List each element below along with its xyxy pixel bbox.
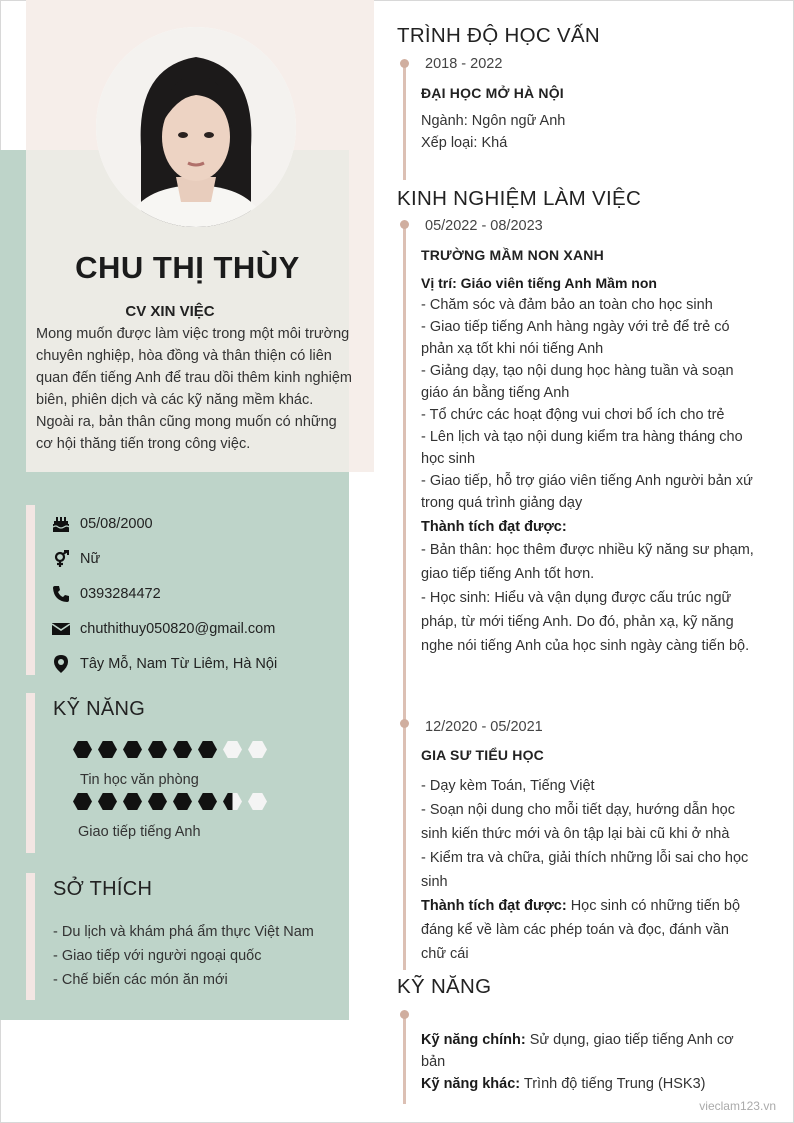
- job2-details: [421, 744, 756, 966]
- location-pin-icon: [50, 653, 72, 675]
- job1-date: 05/2022 - 08/2023: [425, 218, 543, 234]
- contact-phone: [50, 576, 345, 611]
- contact-address: [50, 646, 345, 681]
- career-objective: Mong muốn được làm việc trong một môi trường chuyên nghiệp, hòa đồng và thân thiện có liên quan đến tiếng Anh để trau dồi thêm kinh nghiệm biên, phiên dịch và các kỹ năng mềm khác. Ngoài ra, bản thân cũng mong muốn có những cơ hội thăng tiến trong công việc.: [36, 326, 353, 452]
- education-title: TRÌNH ĐỘ HỌC VẤN: [397, 24, 600, 47]
- contact-accent-bar: [26, 505, 35, 675]
- rating-hex-filled: [73, 741, 92, 758]
- rating-hex-half: [223, 793, 242, 810]
- rating-hex-filled: [98, 741, 117, 758]
- rating-hex-empty: [248, 793, 267, 810]
- rating-hex-filled: [98, 793, 117, 810]
- gender-icon: [50, 548, 72, 570]
- skills-timeline-line: [403, 1012, 406, 1104]
- rating-hex-filled: [173, 793, 192, 810]
- experience-title: KINH NGHIỆM LÀM VIỆC: [397, 187, 642, 210]
- job1-achievement: - Học sinh: Hiểu và vận dụng được cấu trúc ngữ pháp, từ mới tiếng Anh. Do đó, phản xạ, kỹ năng nghe nói tiếng Anh của học sinh ngày càng tiến bộ.: [421, 590, 750, 654]
- job1-position: Vị trí: Giáo viên tiếng Anh Mầm non: [421, 275, 657, 291]
- rating-hex-filled: [148, 741, 167, 758]
- birthday-cake-icon: [50, 513, 72, 535]
- experience-timeline-dot: [400, 220, 409, 229]
- job1-achievement: - Bản thân: học thêm được nhiều kỹ năng sư phạm, giao tiếp tiếng Anh tốt hơn.: [421, 542, 754, 582]
- birthday-value: 05/08/2000: [80, 515, 153, 532]
- rating-hex-filled: [123, 741, 142, 758]
- left-skills-title: KỸ NĂNG: [53, 698, 146, 720]
- right-skills-title: KỸ NĂNG: [397, 975, 492, 998]
- hobbies-list: [53, 920, 314, 992]
- job1-duty: - Chăm sóc và đảm bảo an toàn cho học sinh: [421, 297, 713, 313]
- job1-achievement-label: Thành tích đạt được:: [421, 519, 567, 535]
- job1-duty: - Giao tiếp tiếng Anh hàng ngày với trẻ để trẻ có phản xạ tốt khi nói tiếng Anh: [421, 319, 730, 357]
- education-timeline-dot: [400, 59, 409, 68]
- rating-hex-empty: [248, 741, 267, 758]
- education-grade: Xếp loại: Khá: [421, 135, 508, 151]
- email-value: chuthithuy050820@gmail.com: [80, 620, 276, 637]
- job2-duty: - Soạn nội dung cho mỗi tiết dạy, hướng dẫn học sinh kiến thức mới và ôn tập lại bài cũ khi ở nhà: [421, 802, 735, 842]
- education-details: [421, 82, 761, 154]
- address-value: Tây Mỗ, Nam Từ Liêm, Hà Nội: [80, 655, 278, 672]
- rating-hex-filled: [73, 793, 92, 810]
- rating-hex-filled: [198, 793, 217, 810]
- main-skill-label: Kỹ năng chính:: [421, 1032, 526, 1048]
- cv-subtitle: CV XIN VIỆC: [125, 303, 215, 320]
- rating-hex-filled: [123, 793, 142, 810]
- rating-hex-filled: [198, 741, 217, 758]
- other-skill: [421, 1073, 741, 1095]
- job1-duty: - Giảng dạy, tạo nội dung học hàng tuần và soạn giáo án bằng tiếng Anh: [421, 363, 734, 401]
- rating-hex-filled: [173, 741, 192, 758]
- job1-duty: - Giao tiếp, hỗ trợ giáo viên tiếng Anh người bản xứ trong quá trình giảng dạy: [421, 473, 753, 511]
- education-school: ĐẠI HỌC MỞ HÀ NỘI: [421, 85, 564, 101]
- contact-list: [50, 506, 345, 681]
- profile-photo-illustration: [96, 27, 296, 227]
- job2-date: 12/2020 - 05/2021: [425, 719, 543, 735]
- skill-label-english: Giao tiếp tiếng Anh: [78, 824, 201, 840]
- other-skill-label: Kỹ năng khác:: [421, 1076, 521, 1092]
- skills-accent-bar: [26, 693, 35, 853]
- watermark: vieclam123.vn: [699, 1099, 776, 1113]
- job1-duty: - Lên lịch và tạo nội dung kiểm tra hàng tháng cho học sinh: [421, 429, 743, 467]
- hobbies-title: SỞ THÍCH: [53, 878, 153, 900]
- experience-timeline-line: [403, 222, 406, 970]
- phone-value: 0393284472: [80, 585, 161, 602]
- skill-rating-english: [73, 793, 267, 810]
- job2-duty: - Dạy kèm Toán, Tiếng Việt: [421, 778, 595, 794]
- skill-label-office: Tin học văn phòng: [80, 772, 199, 788]
- contact-email: [50, 611, 345, 646]
- job2-achievement: [421, 894, 756, 966]
- candidate-name: CHU THỊ THÙY: [75, 250, 300, 285]
- job2-org: GIA SƯ TIỂU HỌC: [421, 747, 544, 763]
- gender-value: Nữ: [80, 550, 101, 567]
- job2-achievement-label: Thành tích đạt được:: [421, 898, 567, 914]
- job2-duty: - Kiểm tra và chữa, giải thích những lỗi sai cho học sinh: [421, 850, 749, 890]
- education-timeline-line: [403, 62, 406, 180]
- education-date: 2018 - 2022: [425, 56, 503, 72]
- hobby-item: - Chế biến các món ăn mới: [53, 972, 228, 988]
- other-skill-text: Trình độ tiếng Trung (HSK3): [523, 1076, 706, 1092]
- contact-gender: [50, 541, 345, 576]
- skills-timeline-dot: [400, 1010, 409, 1019]
- job1-details: [421, 244, 756, 658]
- hobby-item: - Du lịch và khám phá ẩm thực Việt Nam: [53, 924, 314, 940]
- main-skill: [421, 1029, 741, 1073]
- job2-timeline-dot: [400, 719, 409, 728]
- skill-rating-office: [73, 741, 267, 758]
- rating-hex-empty: [223, 741, 242, 758]
- job2-achievement-text: Học sinh có những tiến bộ đáng kể về làm các phép toán và đọc, đánh vần chữ cái: [421, 898, 741, 962]
- job1-duty: - Tổ chức các hoạt động vui chơi bổ ích cho trẻ: [421, 407, 725, 423]
- contact-birthday: [50, 506, 345, 541]
- main-skill-text: Sử dụng, giao tiếp tiếng Anh cơ bản: [421, 1032, 734, 1070]
- education-major: Ngành: Ngôn ngữ Anh: [421, 113, 566, 129]
- hobby-item: - Giao tiếp với người ngoại quốc: [53, 948, 262, 964]
- hobbies-accent-bar: [26, 873, 35, 1000]
- profile-photo: [96, 27, 296, 227]
- job1-org: TRƯỜNG MẦM NON XANH: [421, 247, 604, 263]
- mail-icon: [50, 618, 72, 640]
- rating-hex-filled: [148, 793, 167, 810]
- right-skills-details: [421, 1029, 741, 1095]
- phone-icon: [50, 583, 72, 605]
